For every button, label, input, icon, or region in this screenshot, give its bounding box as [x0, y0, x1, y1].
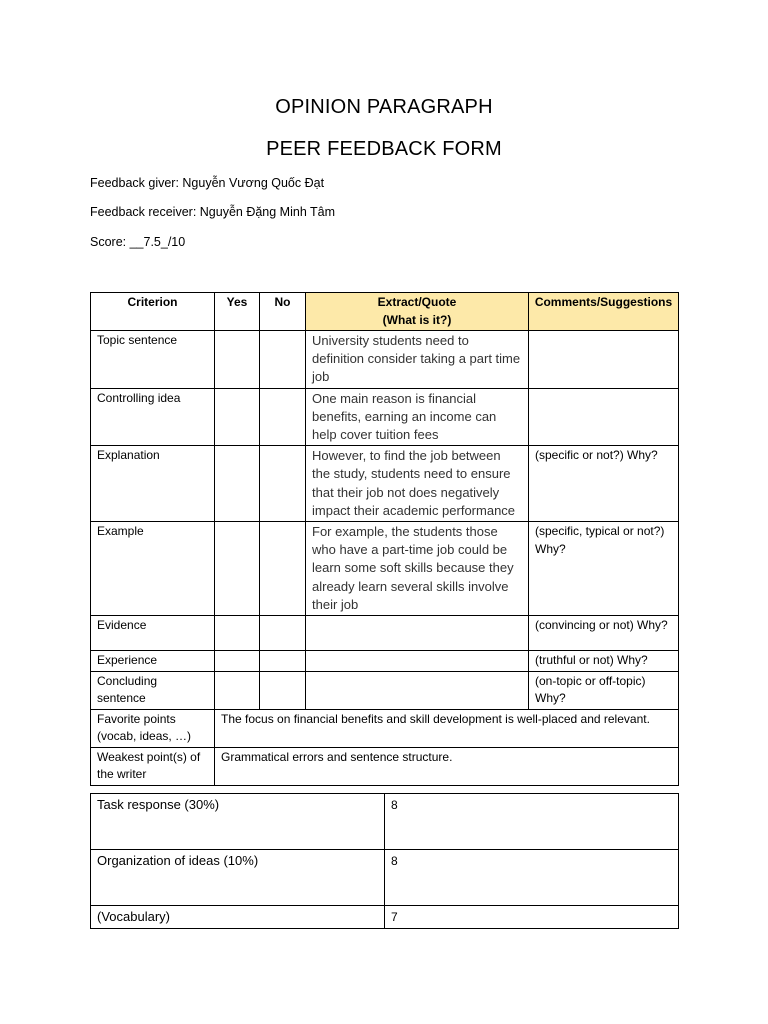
weakest-label: Weakest point(s) of the writer	[91, 747, 215, 785]
score-label: Task response (30%)	[91, 794, 385, 850]
score-label: (Vocabulary)	[91, 906, 385, 929]
criterion-cell: Experience	[91, 651, 215, 672]
table-row-explanation	[91, 446, 679, 522]
feedback-receiver: Feedback receiver: Nguyễn Đặng Minh Tâm	[90, 205, 336, 219]
table-row-concluding-sentence	[91, 671, 679, 709]
quote-cell: However, to find the job between the study, students need to ensure that their job not does negatively impact their academic performance	[306, 446, 529, 522]
table-row-weakest-points	[91, 747, 679, 785]
header-extract-quote	[306, 293, 529, 331]
comment-cell: (on-topic or off-topic) Why?	[529, 671, 679, 709]
feedback-table	[90, 292, 679, 786]
comment-cell: (truthful or not) Why?	[529, 651, 679, 672]
score-row-vocabulary	[91, 906, 679, 929]
yes-cell	[215, 388, 260, 446]
no-cell	[260, 671, 306, 709]
score-value: 8	[385, 794, 679, 850]
no-cell	[260, 522, 306, 616]
no-cell	[260, 616, 306, 651]
no-cell	[260, 446, 306, 522]
quote-cell	[306, 651, 529, 672]
comment-cell: (convincing or not) Why?	[529, 616, 679, 651]
table-row-example	[91, 522, 679, 616]
no-cell	[260, 331, 306, 389]
criterion-cell: Explanation	[91, 446, 215, 522]
feedback-giver: Feedback giver: Nguyễn Vương Quốc Đạt	[90, 176, 325, 190]
favorite-label: Favorite points (vocab, ideas, …)	[91, 709, 215, 747]
quote-cell	[306, 616, 529, 651]
header-comments: Comments/Suggestions	[529, 293, 679, 331]
criterion-cell: Topic sentence	[91, 331, 215, 389]
table-row-evidence	[91, 616, 679, 651]
table-row-topic-sentence	[91, 331, 679, 389]
header-row	[91, 293, 679, 331]
favorite-value: The focus on financial benefits and skill development is well-placed and relevant.	[215, 709, 679, 747]
quote-cell	[306, 671, 529, 709]
score-row-task-response	[91, 794, 679, 850]
yes-cell	[215, 651, 260, 672]
score-value: 8	[385, 850, 679, 906]
quote-cell: One main reason is financial benefits, earning an income can help cover tuition fees	[306, 388, 529, 446]
yes-cell	[215, 522, 260, 616]
table-row-experience	[91, 651, 679, 672]
yes-cell	[215, 671, 260, 709]
comment-cell: (specific or not?) Why?	[529, 446, 679, 522]
criterion-cell: Concluding sentence	[91, 671, 215, 709]
score-label: Organization of ideas (10%)	[91, 850, 385, 906]
quote-cell: For example, the students those who have a part-time job could be learn some soft skills because they already learn several skills involve their job	[306, 522, 529, 616]
header-extract-line2: (What is it?)	[382, 312, 452, 327]
comment-cell	[529, 388, 679, 446]
title-peer-feedback-form: PEER FEEDBACK FORM	[266, 138, 502, 160]
header-yes: Yes	[215, 293, 260, 331]
comment-cell: (specific, typical or not?) Why?	[529, 522, 679, 616]
no-cell	[260, 388, 306, 446]
score-value: 7	[385, 906, 679, 929]
criterion-cell: Evidence	[91, 616, 215, 651]
quote-cell: University students need to definition consider taking a part time job	[306, 331, 529, 389]
comment-cell	[529, 331, 679, 389]
score-row-organization	[91, 850, 679, 906]
yes-cell	[215, 331, 260, 389]
table-row-controlling-idea	[91, 388, 679, 446]
header-criterion: Criterion	[91, 293, 215, 331]
score: Score: __7.5_/10	[90, 235, 186, 249]
table-row-favorite-points	[91, 709, 679, 747]
score-table	[90, 793, 679, 929]
header-no: No	[260, 293, 306, 331]
criterion-cell: Example	[91, 522, 215, 616]
title-opinion-paragraph: OPINION PARAGRAPH	[275, 96, 493, 118]
yes-cell	[215, 616, 260, 651]
header-extract-line1: Extract/Quote	[377, 295, 457, 309]
criterion-cell: Controlling idea	[91, 388, 215, 446]
no-cell	[260, 651, 306, 672]
weakest-value: Grammatical errors and sentence structure.	[215, 747, 679, 785]
yes-cell	[215, 446, 260, 522]
